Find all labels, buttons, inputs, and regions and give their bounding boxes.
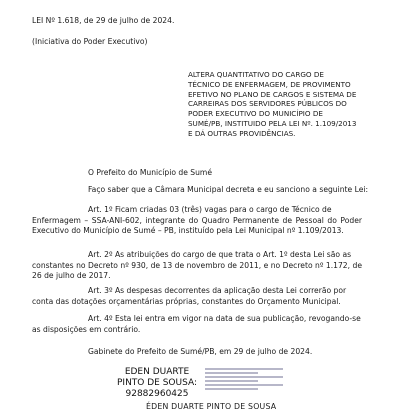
stamp-text-line [205,368,283,370]
law-initiative: (Iniciativa do Poder Executivo) [32,37,148,46]
article-4-continuation: as disposições em contrário. [32,324,141,334]
article-4-first-line: Art. 4º Esta lei entra em vigor na data de sua publicação, revogando-se [88,314,361,323]
article-1-continuation: Enfermagem – SSA-ANI-602, integrante do Quadro Permanente de Pessoal do Poder Executivo do Município de Sumé – PB, instituído pela Lei Municipal nº 1.109/2013. [32,215,362,235]
article-3 [32,286,362,307]
summary-line: SUMÉ/PB, INSTITUIDO PELA LEI Nº. 1.109/2013 [188,118,357,128]
stamp-text-line [205,380,258,382]
summary-line: E DÁ OUTRAS PROVIDÊNCIAS. [188,128,296,138]
signature-name-line: EDEN DUARTE [124,367,190,377]
greeting: O Prefeito do Município de Sumé [88,168,213,177]
stamp-text-line [205,376,283,378]
law-summary [188,70,364,139]
summary-line: EFETIVO NO PLANO DE CARGOS E SISTEMA DE [188,89,357,99]
stamp-text-line [205,372,258,374]
article-3-continuation: conta das dotações orçamentárias próprias, constantes do Orçamento Municipal. [32,296,341,306]
article-1-first-line: Art. 1º Ficam criadas 03 (três) vagas para o cargo de Técnico de [88,205,332,214]
signature-name-line: PINTO DE SOUSA: [116,378,198,388]
intro-paragraph: Faço saber que a Câmara Municipal decreta e eu sanciono a seguinte Lei: [88,185,369,194]
closing-line: Gabinete do Prefeito de Sumé/PB, em 29 de julho de 2024. [88,347,313,356]
article-3-first-line: Art. 3º As despesas decorrentes da aplicação desta Lei correrão por [88,286,347,295]
summary-line: ALTERA QUANTITATIVO DO CARGO DE [188,70,324,79]
law-title: LEI Nº 1.618, de 29 de julho de 2024. [32,16,175,25]
signature-id-line: 92882960425 [125,389,189,399]
article-2-first-line: Art. 2º As atribuições do cargo de que trata o Art. 1º desta Lei são as [88,250,352,259]
stamp-text-line [205,384,283,386]
summary-line: CARREIRAS DOS SERVIDORES PÚBLICOS DO [188,99,347,109]
article-4 [32,314,362,335]
stamp-text-line [205,388,258,390]
article-2-continuation: constantes no Decreto nº 930, de 13 de novembro de 2011, e no Decreto nº 1.172, de 26 de julho de 2017. [32,260,362,280]
summary-line: PODER EXECUTIVO DO MUNICÍPIO DE [188,109,323,119]
summary-line: TÉCNICO DE ENFERMAGEM, DE PROVIMENTO [188,79,351,89]
signer-name: ÉDEN DUARTE PINTO DE SOUSA [146,402,277,411]
article-2 [32,250,362,282]
digital-signature-stamp [205,368,283,398]
digital-signature-name [110,367,204,400]
article-1 [32,205,362,237]
